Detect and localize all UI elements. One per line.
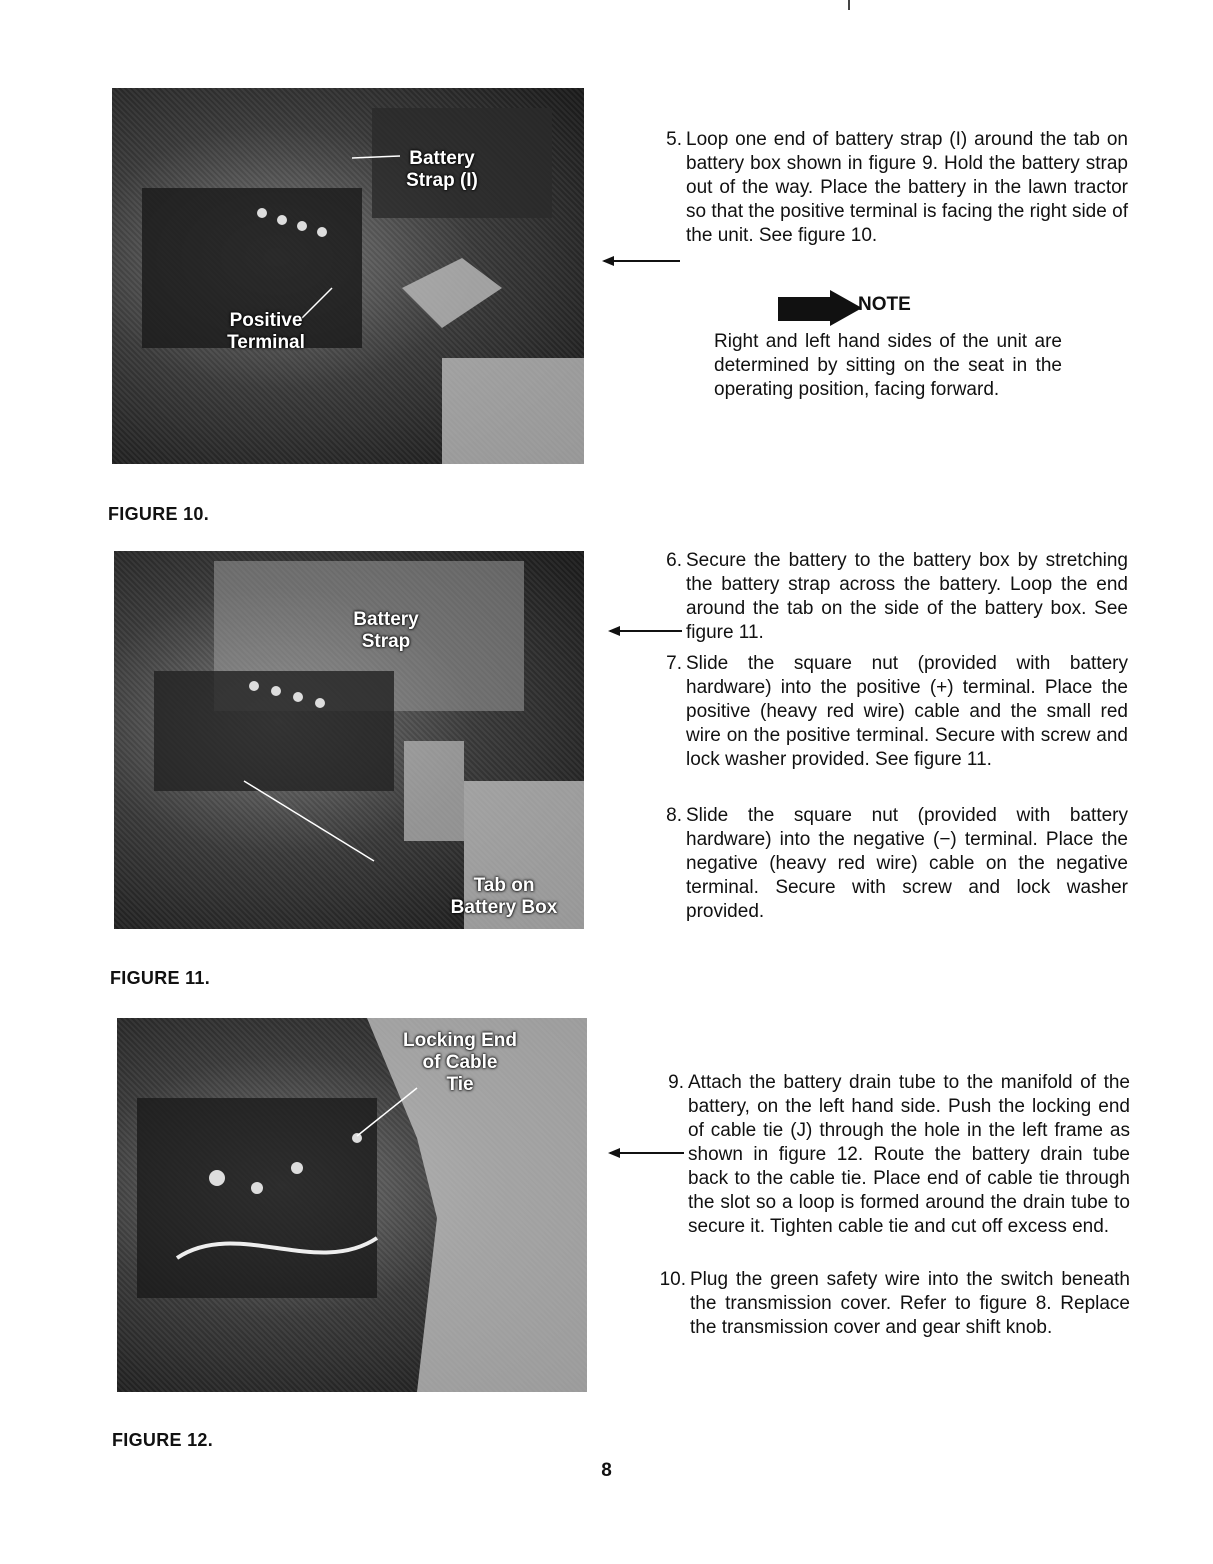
step-number: 5. bbox=[666, 129, 682, 150]
callout-positive-terminal: Positive Terminal bbox=[227, 310, 305, 353]
step-7 bbox=[666, 652, 1128, 772]
step-9 bbox=[668, 1071, 1130, 1239]
note-label: NOTE bbox=[858, 294, 911, 315]
step-text: Secure the battery to the battery box by stretching the battery strap across the battery. Loop the end around the tab on the side of the battery box. See figure 11. bbox=[686, 550, 1128, 643]
callout-battery-strap: Battery Strap (I) bbox=[406, 148, 478, 191]
step-text: Plug the green safety wire into the switch beneath the transmission cover. Refer to figure 8. Replace the transmission cover and gear shift knob. bbox=[690, 1269, 1130, 1338]
figure-11-photo bbox=[114, 551, 584, 929]
step-number: 6. bbox=[666, 550, 682, 571]
step-number: 10. bbox=[659, 1269, 686, 1290]
step-8 bbox=[666, 804, 1128, 924]
step-5 bbox=[666, 128, 1128, 248]
figure-12-caption: FIGURE 12. bbox=[112, 1430, 214, 1450]
step-text: Slide the square nut (provided with battery hardware) into the positive (+) terminal. Place the positive (heavy red wire) cable and the small red wire on the positive terminal. Secure with screw and lock washer provided. See figure 11. bbox=[686, 653, 1128, 770]
scan-mark bbox=[848, 0, 850, 10]
callout-locking-end: Locking End of Cable Tie bbox=[403, 1030, 517, 1095]
step-text: Loop one end of battery strap (I) around the tab on battery box shown in figure 9. Hold the battery strap out of the way. Place the battery in the lawn tractor so that the positive terminal is facing the right side of the unit. See figure 10. bbox=[686, 129, 1128, 246]
step-text: Slide the square nut (provided with battery hardware) into the negative (−) terminal. Place the negative (heavy red wire) cable on the negative terminal. Secure with screw and lock washer provided. bbox=[686, 805, 1128, 922]
callout-battery-strap: Battery Strap bbox=[353, 609, 419, 652]
pointer-arrow-fig10 bbox=[604, 260, 680, 262]
figure-10-illustration bbox=[112, 88, 584, 464]
step-text: Attach the battery drain tube to the manifold of the battery, on the left hand side. Push the locking end of cable tie (J) through the hole in the left frame as shown in figure 12. Route the battery drain tube back to the cable tie. Place end of cable tie through the slot so a loop is formed around the drain tube to secure it. Tighten cable tie and cut off excess end. bbox=[688, 1072, 1130, 1237]
note-text: Right and left hand sides of the unit are determined by sitting on the seat in the operating position, facing forward. bbox=[714, 331, 1062, 400]
note-arrow-icon bbox=[778, 290, 862, 326]
figure-11-illustration bbox=[114, 551, 584, 929]
page-number: 8 bbox=[601, 1460, 612, 1481]
callout-tab-on-battery-box: Tab on Battery Box bbox=[450, 875, 558, 918]
step-6 bbox=[666, 549, 1128, 645]
figure-12-photo bbox=[117, 1018, 587, 1392]
pointer-arrow-fig12 bbox=[610, 1152, 684, 1154]
pointer-arrow-fig11 bbox=[610, 630, 682, 632]
step-number: 8. bbox=[666, 805, 682, 826]
figure-11-caption: FIGURE 11. bbox=[110, 968, 211, 988]
figure-10-caption: FIGURE 10. bbox=[108, 504, 210, 524]
step-number: 9. bbox=[668, 1072, 684, 1093]
figure-10-photo bbox=[112, 88, 584, 464]
step-10 bbox=[659, 1268, 1130, 1340]
step-number: 7. bbox=[666, 653, 682, 674]
